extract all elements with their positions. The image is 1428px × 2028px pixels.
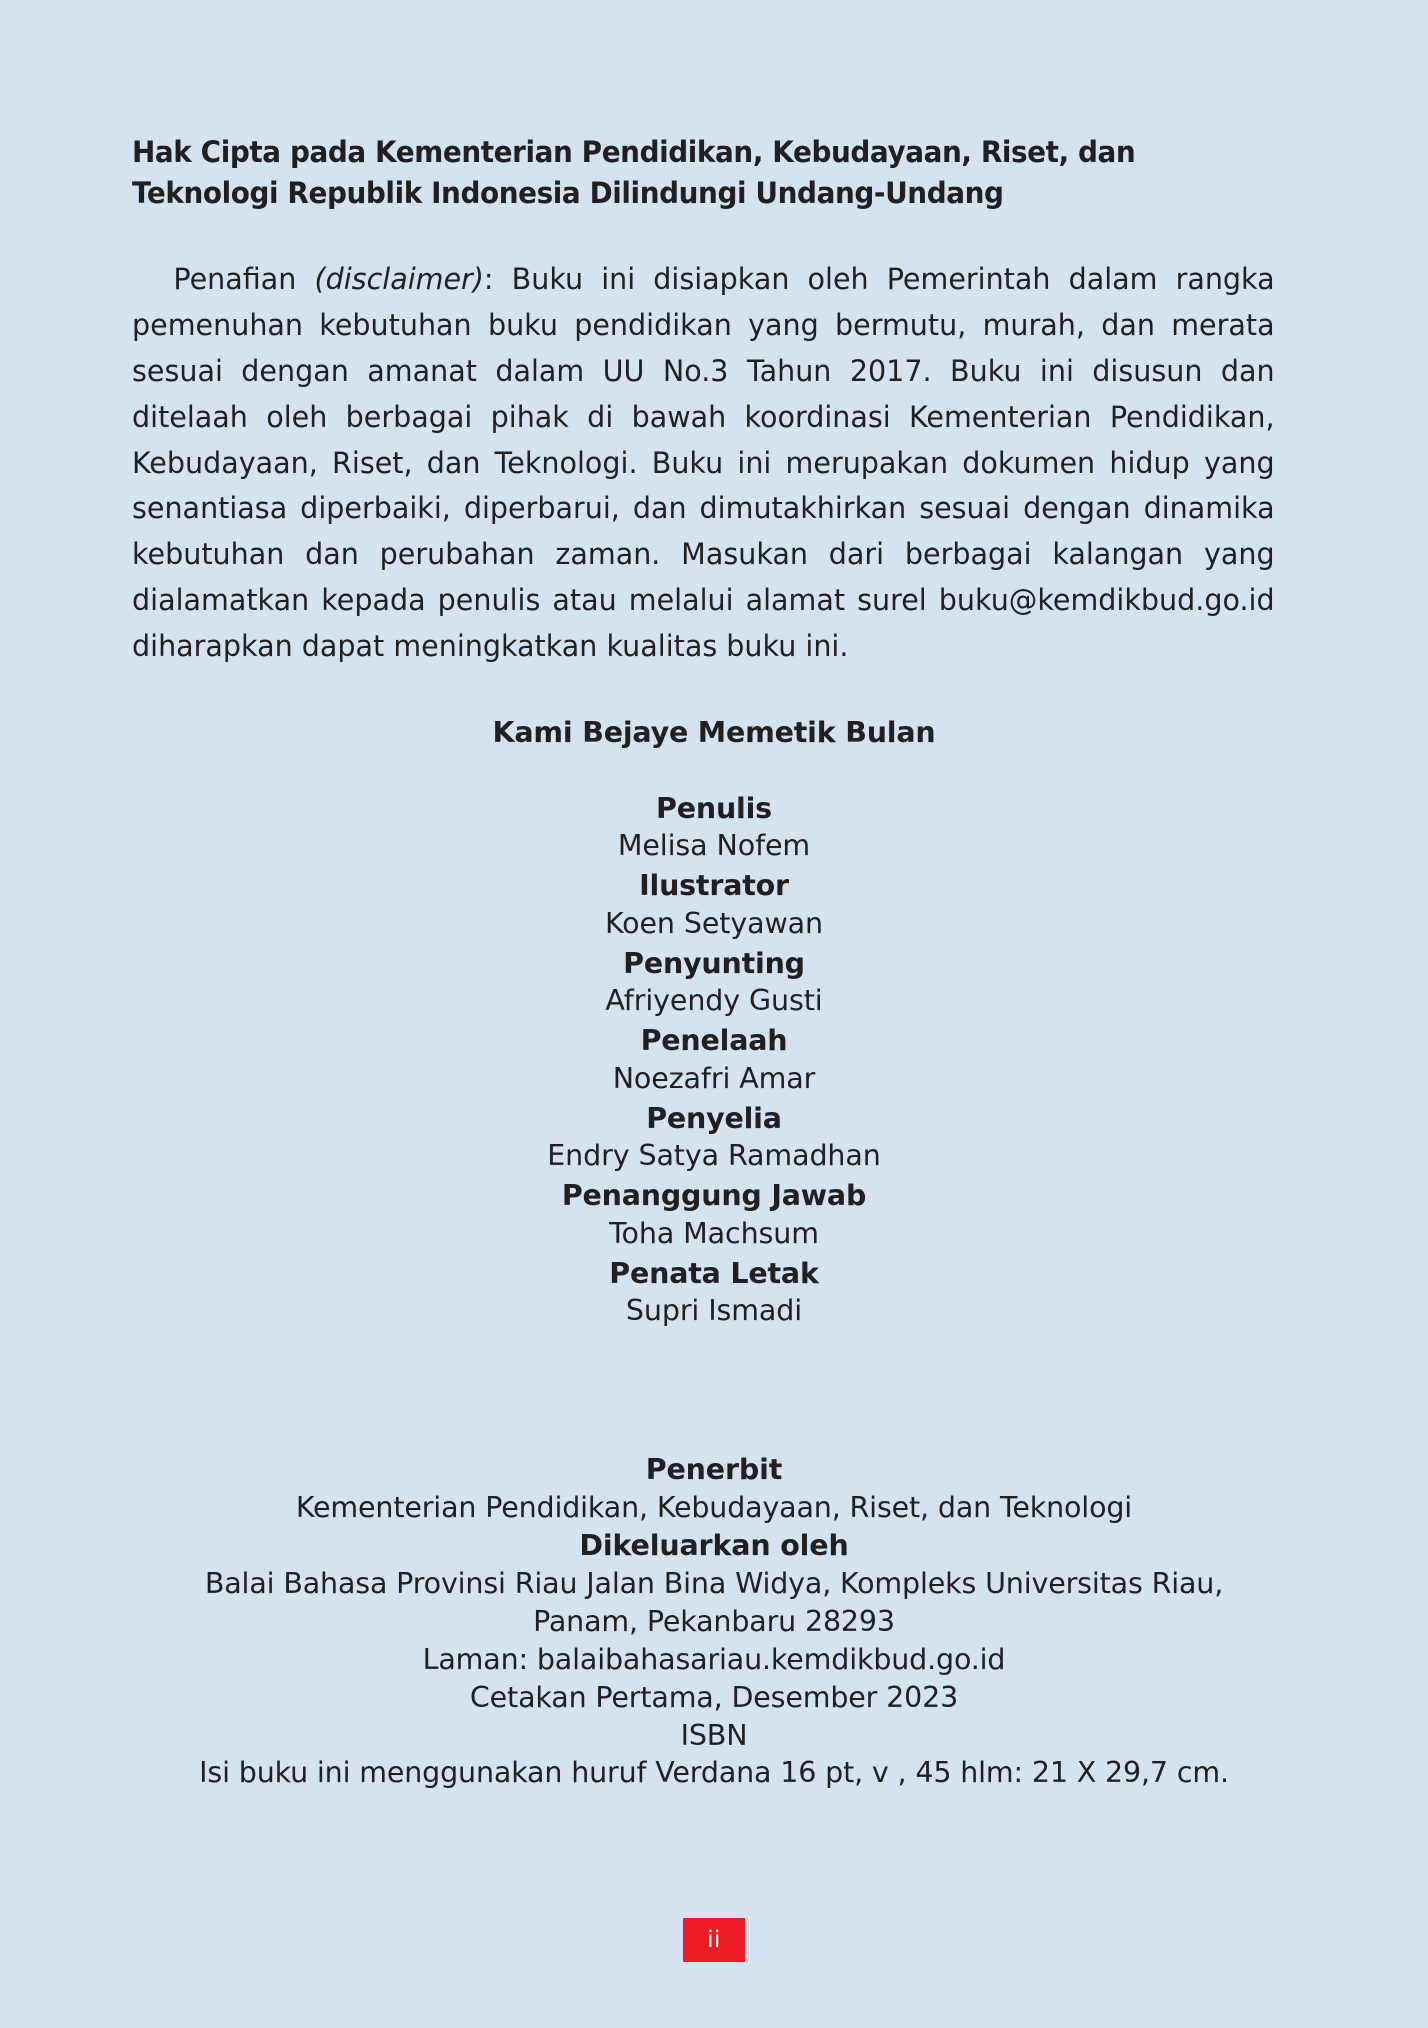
- credit-role-penulis: Penulis: [656, 791, 772, 825]
- credit-name-penanggung-jawab: Toha Machsum: [609, 1216, 819, 1250]
- disclaimer-paragraph: [132, 213, 1275, 669]
- disclaimer-lead-italic: (disclaimer): [314, 262, 484, 297]
- credit-role-penanggung-jawab: Penanggung Jawab: [561, 1179, 867, 1213]
- credit-role-penelaah: Penelaah: [640, 1024, 788, 1058]
- credit-name-ilustrator: Koen Setyawan: [604, 906, 824, 940]
- credit-name-penyelia: Endry Satya Ramadhan: [547, 1139, 881, 1173]
- credit-name-penelaah: Noezafri Amar: [612, 1061, 816, 1095]
- credit-name-penulis: Melisa Nofem: [617, 829, 811, 863]
- publisher-block: [132, 1333, 1296, 1792]
- credit-role-penyelia: Penyelia: [646, 1101, 782, 1135]
- credit-name-penata-letak: Supri Ismadi: [625, 1294, 803, 1328]
- issued-by-label: Dikeluarkan oleh: [579, 1529, 849, 1563]
- credit-role-penata-letak: Penata Letak: [609, 1256, 819, 1290]
- publisher-edition: Cetakan Pertama, Desember 2023: [469, 1680, 959, 1714]
- publisher-address-line-1: Balai Bahasa Provinsi Riau Jalan Bina Widya, Kompleks Universitas Riau,: [204, 1567, 1224, 1600]
- credit-role-ilustrator: Ilustrator: [639, 869, 789, 903]
- page-content: [132, 132, 1296, 1792]
- publisher-label: Penerbit: [645, 1453, 783, 1487]
- publisher-website: Laman: balaibahasariau.kemdikbud.go.id: [422, 1642, 1006, 1676]
- publisher-name: Kementerian Pendidikan, Kebudayaan, Riset, dan Teknologi: [295, 1491, 1133, 1525]
- credit-role-penyunting: Penyunting: [623, 946, 805, 980]
- disclaimer-lead-label: Penafian: [173, 262, 297, 297]
- disclaimer-body: : Buku ini disiapkan oleh Pemerintah dalam rangka pemenuhan kebutuhan buku pendidikan yang bermutu, murah, dan merata sesuai dengan amanat dalam UU No.3 Tahun 2017. Buku ini disusun dan ditelaah oleh berbagai pihak di bawah koordinasi Kementerian Pendidikan, Kebudayaan, Riset, dan Teknologi. Buku ini merupakan dokumen hidup yang senantiasa diperbaiki, diperbarui, dan dimutakhirkan sesuai dengan dinamika kebutuhan dan perubahan zaman. Masukan dari berbagai kalangan yang dialamatkan kepada penulis atau melalui alamat surel buku@kemdikbud.go.id diharapkan dapat meningkatkan kualitas buku ini.: [132, 262, 1275, 663]
- page-number-badge: ii: [683, 1918, 745, 1962]
- publisher-address-line-2: Panam, Pekanbaru 28293: [533, 1604, 895, 1638]
- publisher-isbn: ISBN: [680, 1718, 748, 1752]
- book-title: Kami Bejaye Memetik Bulan: [492, 715, 936, 749]
- credit-name-penyunting: Afriyendy Gusti: [605, 984, 823, 1018]
- publisher-book-specs: Isi buku ini menggunakan huruf Verdana 16 pt, v , 45 hlm: 21 X 29,7 cm.: [199, 1756, 1229, 1790]
- copyright-heading: Hak Cipta pada Kementerian Pendidikan, Kebudayaan, Riset, dan Teknologi Republik Indonesia Dilindungi Undang-Undang: [132, 135, 1136, 210]
- credits-list: [132, 749, 1296, 1334]
